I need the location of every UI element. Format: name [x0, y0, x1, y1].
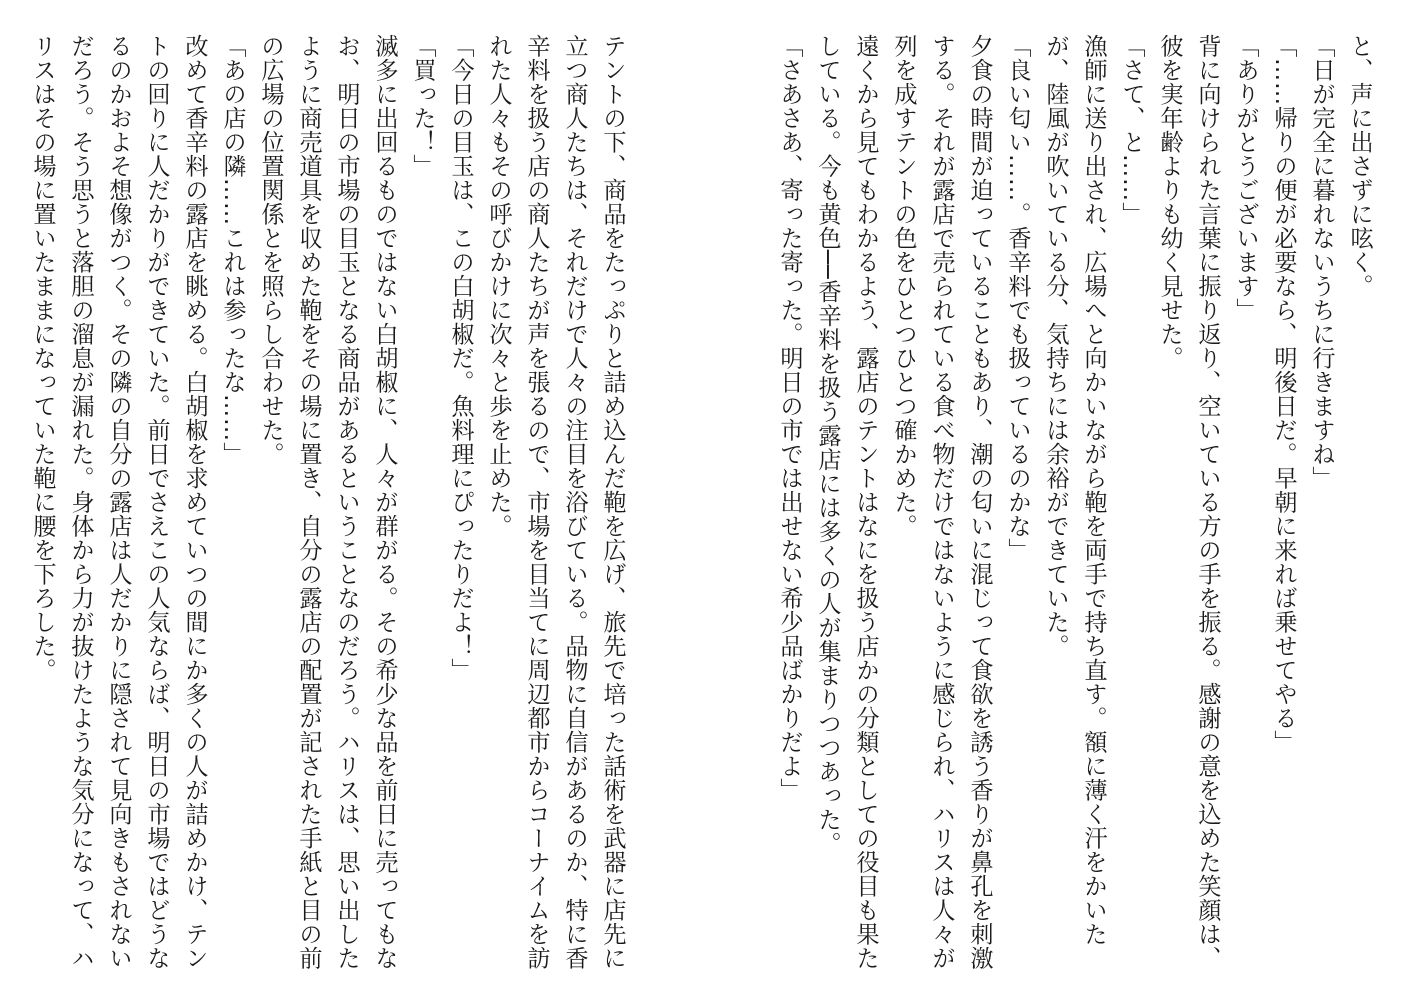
dialogue-line: 「買った！」: [409, 34, 436, 178]
text-paragraph: 滅多に出回るものではない白胡椒に、人々が群がる。その希少な品を前日に売ってもなお、明日の市場の目玉となる商品があるということなのだろう。ハリスは、思い出したように商売道具を収めた鞄をその場に置き、自分の露店の配置が記された手紙と目の前の広場の位置関係とを照らし合わせた。: [257, 34, 398, 970]
text-line: と、声に出さずに呟く。: [1346, 34, 1373, 298]
dialogue-line: 「良い匂い……。香辛料でも扱っているのかな」: [1004, 34, 1031, 562]
right-page-text: [770, 34, 1378, 974]
text-paragraph: 夕食の時間が迫っていることもあり、潮の匂いに混じって食欲を誘う香りが鼻孔を刺激する。それが露店で売られている食べ物だけではないように感じられ、ハリスは人々が列を成すテントの色をひとつひとつ確かめた。: [890, 34, 993, 970]
dialogue-line: 「……帰りの便が必要なら、明後日だ。早朝に来れば乗せてやる」: [1270, 34, 1297, 754]
dialogue-line: 「さて、と……」: [1118, 34, 1145, 226]
left-page-text: [23, 34, 631, 974]
text-paragraph: 遠くから見てもわかるよう、露店のテントはなにを扱う店かの分類としての役目も果たしている。今も黄色──香辛料を扱う露店には多くの人が集まりつつあった。: [814, 34, 879, 970]
dialogue-line: 「さあさあ、寄った寄った。明日の市では出せない希少品ばかりだよ」: [776, 34, 803, 802]
text-paragraph: 改めて香辛料の露店を眺める。白胡椒を求めていつの間にか多くの人が詰めかけ、テントの回りに人だかりができていた。前日でさえこの人気ならば、明日の市場ではどうなるのかおよそ想像がつく。その隣の自分の露店は人だかりに隠されて見向きもされないだろう。そう思うと落胆の溜息が漏れた。身体から力が抜けたような気分になって、ハリスはその場に置いたままになっていた鞄に腰を下ろした。: [29, 34, 208, 970]
text-paragraph: 背に向けられた言葉に振り返り、空いている方の手を振る。感謝の意を込めた笑顔は、彼を実年齢よりも幼く見せた。: [1156, 34, 1221, 970]
text-paragraph: テントの下、商品をたっぷりと詰め込んだ鞄を広げ、旅先で培った話術を武器に店先に立つ商人たちは、それだけで人々の注目を浴びている。品物に自信があるのか、特に香辛料を扱う店の商人たちが声を張るので、市場を目当てに周辺都市からコーナイムを訪れた人々もその呼びかけに次々と歩を止めた。: [485, 34, 626, 970]
dialogue-line: 「今日の目玉は、この白胡椒だ。魚料理にぴったりだよ！」: [447, 34, 474, 682]
text-paragraph: 漁師に送り出され、広場へと向かいながら鞄を両手で持ち直す。額に薄く汗をかいたが、陸風が吹いている分、気持ちには余裕ができていた。: [1042, 34, 1107, 946]
dialogue-line: 「あの店の隣……これは参ったな……」: [219, 34, 246, 466]
dialogue-line: 「ありがとうございます」: [1232, 34, 1259, 322]
right-page: [735, 0, 1414, 1000]
dialogue-line: 「日が完全に暮れないうちに行きますね」: [1308, 34, 1335, 490]
